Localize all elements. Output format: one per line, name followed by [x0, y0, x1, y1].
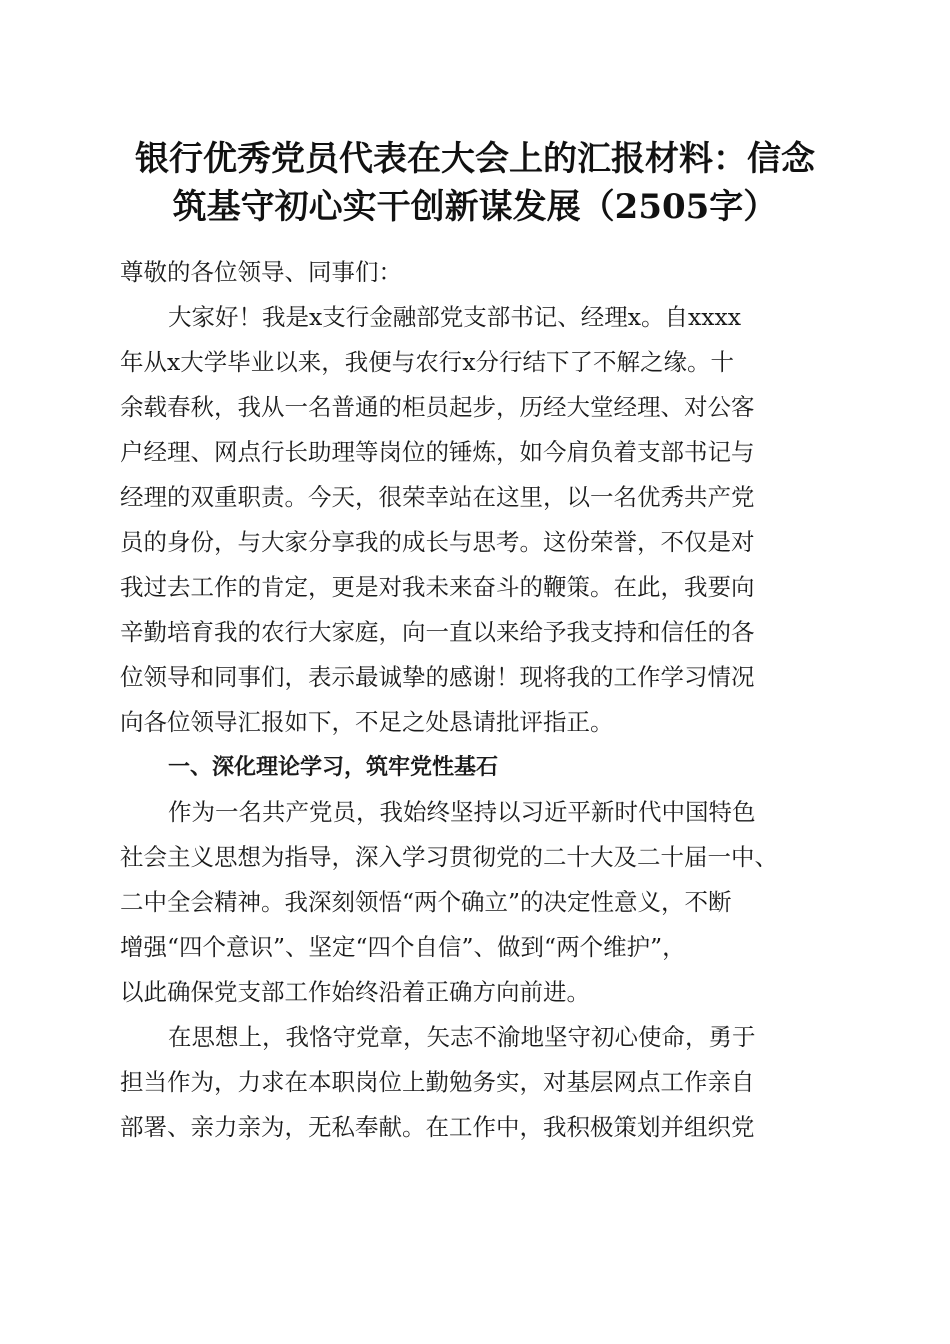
paragraph-line: 作为一名共产党员，我始终坚持以习近平新时代中国特色 — [168, 798, 756, 826]
paragraph-line: 担当作为，力求在本职岗位上勤勉务实，对基层网点工作亲自 — [120, 1068, 755, 1096]
paragraph-thought — [120, 1015, 830, 1150]
paragraph-line: 在思想上，我恪守党章，矢志不渝地坚守初心使命，勇于 — [168, 1023, 756, 1051]
title-line-1: 银行优秀党员代表在大会上的汇报材料：信念 — [135, 139, 815, 179]
title-line-2: 筑基守初心实干创新谋发展（2505字） — [172, 187, 778, 227]
section-heading: 一、深化理论学习，筑牢党性基石 — [168, 755, 499, 780]
paragraph-line: 以此确保党支部工作始终沿着正确方向前进。 — [120, 978, 590, 1006]
paragraph-line: 年从x大学毕业以来，我便与农行x分行结下了不解之缘。十 — [120, 348, 735, 376]
paragraph-line: 我过去工作的肯定，更是对我未来奋斗的鞭策。在此，我要向 — [120, 573, 755, 601]
paragraph-line: 增强“四个意识”、坚定“四个自信”、做到“两个维护”， — [120, 933, 686, 961]
salutation: 尊敬的各位领导、同事们： — [120, 258, 402, 286]
document-title — [100, 135, 850, 231]
paragraph-line: 大家好！我是x支行金融部党支部书记、经理x。自xxxx — [168, 303, 742, 331]
paragraph-line: 部署、亲力亲为，无私奉献。在工作中，我积极策划并组织党 — [120, 1113, 755, 1141]
paragraph-line: 经理的双重职责。今天，很荣幸站在这里，以一名优秀共产党 — [120, 483, 755, 511]
paragraph-line: 辛勤培育我的农行大家庭，向一直以来给予我支持和信任的各 — [120, 618, 755, 646]
paragraph-line: 余载春秋，我从一名普通的柜员起步，历经大堂经理、对公客 — [120, 393, 755, 421]
paragraph-line: 户经理、网点行长助理等岗位的锤炼，如今肩负着支部书记与 — [120, 438, 755, 466]
paragraph-theory — [120, 790, 830, 1015]
paragraph-line: 员的身份，与大家分享我的成长与思考。这份荣誉，不仅是对 — [120, 528, 755, 556]
paragraph-line: 二中全会精神。我深刻领悟“两个确立”的决定性意义，不断 — [120, 888, 732, 916]
paragraph-line: 位领导和同事们，表示最诚挚的感谢！现将我的工作学习情况 — [120, 663, 755, 691]
paragraph-intro — [120, 295, 830, 745]
paragraph-line: 向各位领导汇报如下，不足之处恳请批评指正。 — [120, 708, 614, 736]
document-body — [120, 250, 830, 1150]
paragraph-line: 社会主义思想为指导，深入学习贯彻党的二十大及二十届一中、 — [120, 843, 778, 871]
